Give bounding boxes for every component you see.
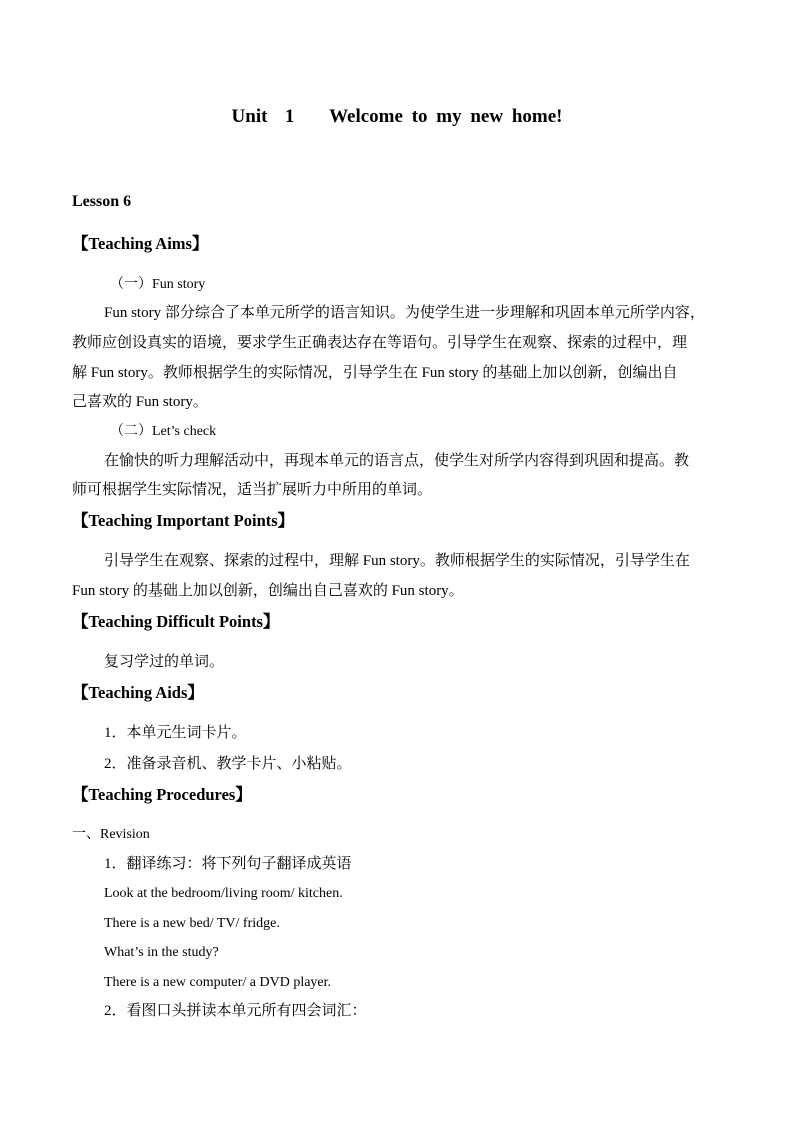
page-title: Unit 1 Welcome to my new home!	[231, 106, 563, 127]
aims-paragraph2-line1: 在愉快的听力理解活动中，再现本单元的语言点，使学生对所学内容得到巩固和提高。教	[104, 453, 690, 469]
procedures-section-revision: 一、Revision	[72, 827, 150, 842]
teaching-aids-heading: 【Teaching Aids】	[72, 683, 204, 702]
aims-paragraph1-line4: 己喜欢的 Fun story。	[72, 394, 208, 410]
important-points-line1: 引导学生在观察、探索的过程中，理解 Fun story。教师根据学生的实际情况，引导学生在	[104, 553, 690, 569]
important-points-line2: Fun story 的基础上加以创新，创编出自己喜欢的 Fun story。	[72, 583, 464, 599]
procedures-sentence3: What’s in the study?	[104, 945, 219, 960]
aims-heading: 【Teaching Aims】	[72, 234, 209, 253]
difficult-points-line1: 复习学过的单词。	[104, 654, 225, 670]
aims-paragraph1-line2: 教师应创设真实的语境，要求学生正确表达存在等语句。引导学生在观察、探索的过程中，理	[72, 335, 688, 351]
aims-subheading-fun-story: （一）Fun story	[110, 277, 206, 292]
teaching-aids-item1: 1．本单元生词卡片。	[104, 725, 247, 741]
teaching-aids-item2: 2．准备录音机、教学卡片、小粘贴。	[104, 756, 352, 772]
procedures-step1: 1．翻译练习：将下列句子翻译成英语	[104, 856, 352, 872]
procedures-heading: 【Teaching Procedures】	[72, 785, 252, 804]
aims-paragraph1-line3: 解 Fun story。教师根据学生的实际情况，引导学生在 Fun story 的基础上加以创新，创编出自	[72, 365, 678, 381]
procedures-step2: 2．看图口头拼读本单元所有四会词汇：	[104, 1003, 367, 1019]
aims-subheading-lets-check: （二）Let’s check	[110, 424, 217, 439]
procedures-sentence4: There is a new computer/ a DVD player.	[104, 975, 332, 990]
aims-paragraph2-line2: 师可根据学生实际情况，适当扩展听力中所用的单词。	[72, 482, 433, 498]
aims-paragraph1-line1: Fun story 部分综合了本单元所学的语言知识。为使学生进一步理解和巩固本单元所学内容，	[104, 305, 705, 321]
procedures-sentence1: Look at the bedroom/living room/ kitchen.	[104, 886, 343, 901]
procedures-sentence2: There is a new bed/ TV/ fridge.	[104, 916, 280, 931]
important-points-heading: 【Teaching Important Points】	[72, 511, 295, 530]
difficult-points-heading: 【Teaching Difficult Points】	[72, 612, 280, 631]
lesson-label: Lesson 6	[72, 193, 132, 210]
